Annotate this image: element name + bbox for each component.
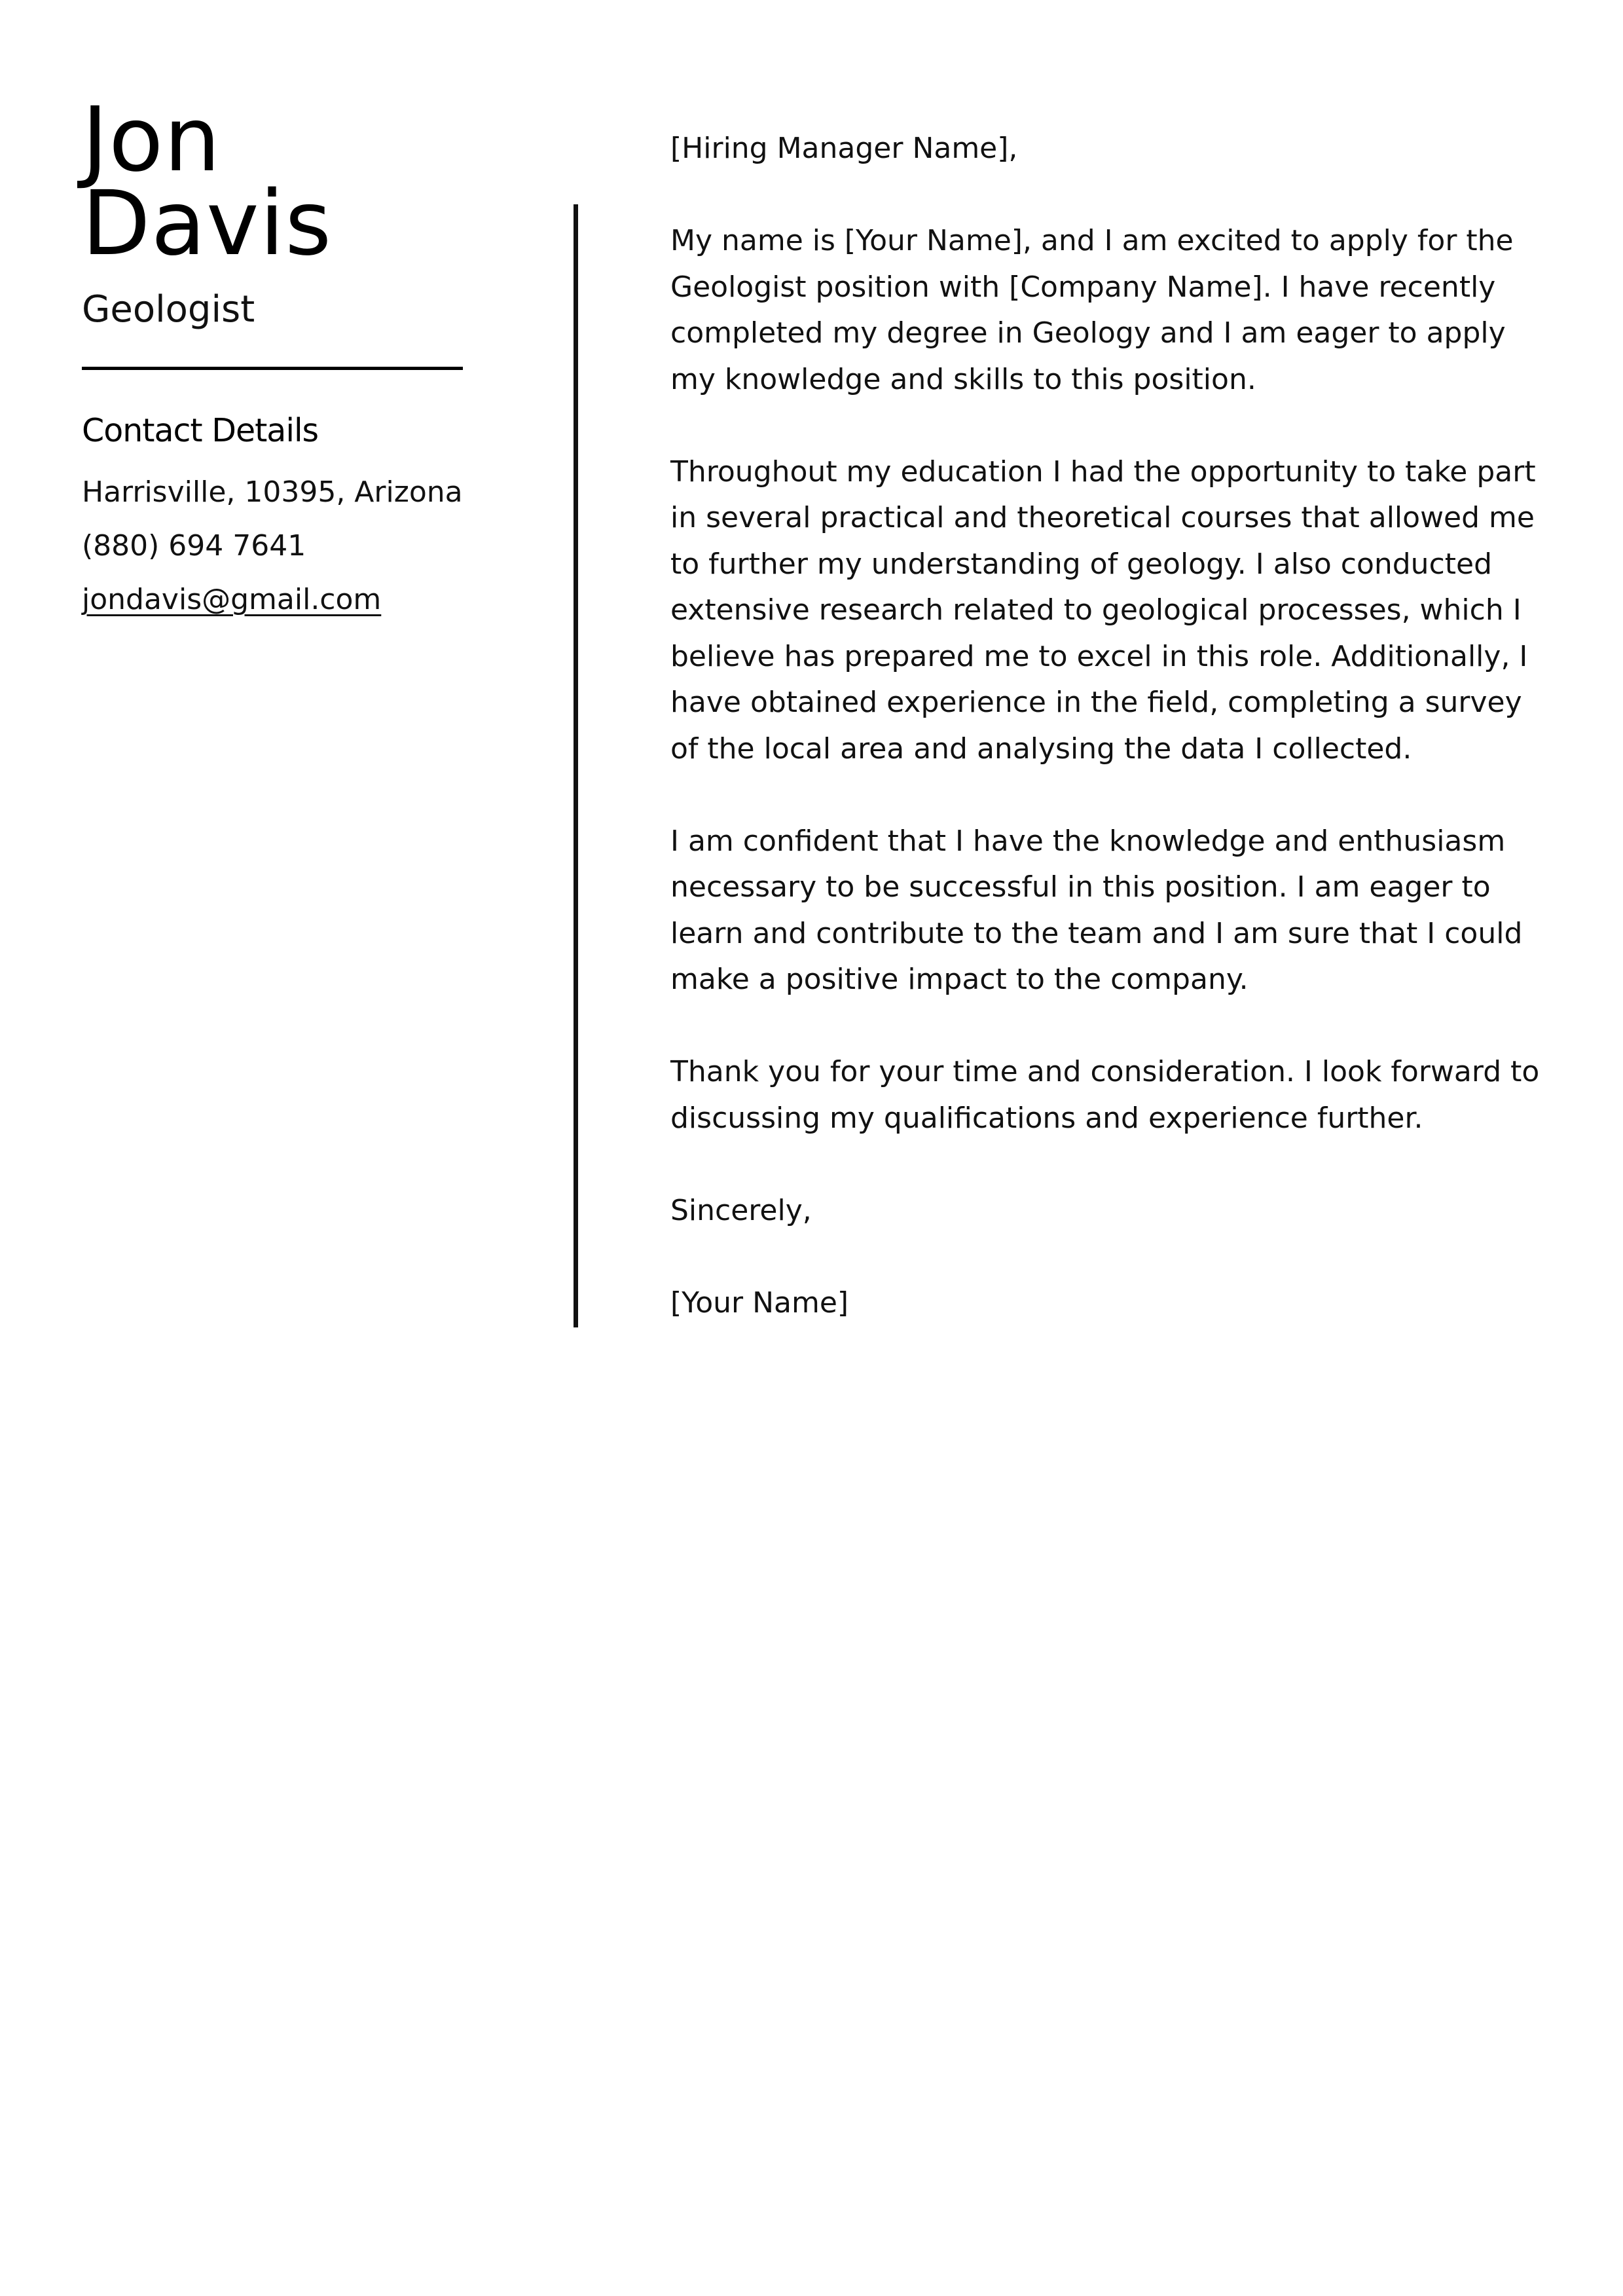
letter-paragraph: Throughout my education I had the opportunity to take part in several practical and theoretical courses that allowed me to further my understanding of geology. I also conducted extensive research related to geological processes, which I believe has prepared me to excel in this role. Additionally, I have obtained experience in the field, completing a survey of the local area and analysing the data I collected. <box>670 454 1536 766</box>
contact-phone: (880) 694 7641 <box>82 529 306 563</box>
contact-address: Harrisville, 10395, Arizona <box>82 475 463 509</box>
letter-salutation: [Hiring Manager Name], <box>670 132 1018 165</box>
letter-paragraph: Thank you for your time and consideration. I look forward to discussing my qualifications and experience further. <box>670 1055 1540 1135</box>
first-name: Jon <box>82 88 221 192</box>
contact-email-link[interactable]: jondavis@gmail.com <box>82 583 382 616</box>
letter-paragraph: I am confident that I have the knowledge and enthusiasm necessary to be successful in this position. I am eager to learn and contribute to the team and I am sure that I could make a positive impact to the company. <box>670 824 1523 996</box>
vertical-divider <box>574 204 578 1327</box>
letter-paragraph: My name is [Your Name], and I am excited to apply for the Geologist position with [Company Name]. I have recently completed my degree in Geology and I am eager to apply my knowledge and skills to this position. <box>670 224 1514 396</box>
sidebar-divider <box>82 367 463 370</box>
sidebar <box>82 88 468 619</box>
job-title: Geologist <box>82 288 255 331</box>
last-name: Davis <box>82 172 333 276</box>
letter-signature: [Your Name] <box>670 1286 849 1320</box>
contact-heading: Contact Details <box>82 412 319 449</box>
letter-body <box>670 126 1541 1373</box>
letter-closing: Sincerely, <box>670 1193 812 1227</box>
candidate-name <box>82 88 468 276</box>
